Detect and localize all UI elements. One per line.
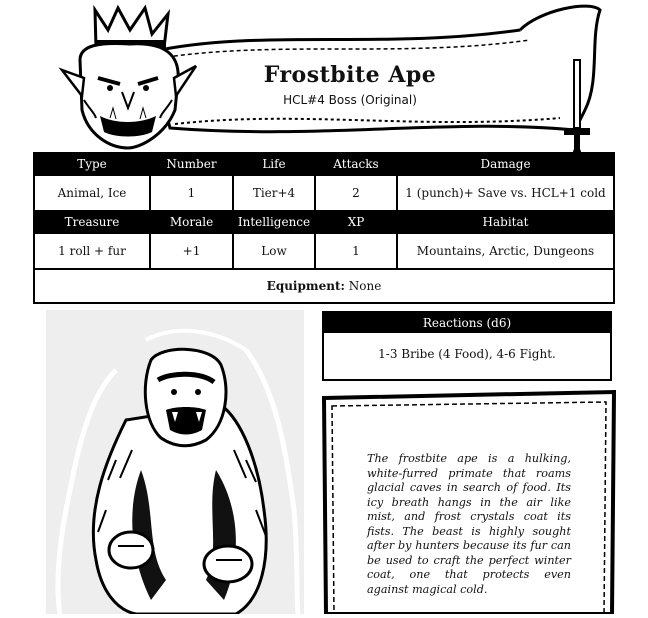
stats-value-row [34,233,614,269]
header-treasure: Treasure [34,211,150,233]
value-damage: 1 (punch)+ Save vs. HCL+1 cold [397,175,614,211]
reactions-header: Reactions (d6) [324,313,610,333]
value-habitat: Mountains, Arctic, Dungeons [397,233,614,269]
stats-value-row [34,175,614,211]
equipment-row [34,269,614,303]
header-damage: Damage [397,153,614,175]
equipment-cell [34,269,614,303]
value-life: Tier+4 [233,175,315,211]
page-title: Frostbite Ape [263,62,437,88]
header-life: Life [233,153,315,175]
stats-header-row [34,211,614,233]
header-type: Type [34,153,150,175]
value-intelligence: Low [233,233,315,269]
value-treasure: 1 roll + fur [34,233,150,269]
value-number: 1 [150,175,233,211]
header-attacks: Attacks [315,153,397,175]
header-number: Number [150,153,233,175]
equipment-label: Equipment: [266,279,345,293]
stats-header-row [34,153,614,175]
page-subtitle: HCL#4 Boss (Original) [283,93,417,107]
stat-block [33,152,615,304]
reactions-text: 1-3 Bribe (4 Food), 4-6 Fight. [378,347,556,361]
value-attacks: 2 [315,175,397,211]
header-xp: XP [315,211,397,233]
equipment-value: None [348,279,382,293]
value-morale: +1 [150,233,233,269]
header-intelligence: Intelligence [233,211,315,233]
reactions-box [322,311,612,381]
header-habitat: Habitat [397,211,614,233]
frostbite-ape-illustration [46,310,304,614]
value-type: Animal, Ice [34,175,150,211]
header-morale: Morale [150,211,233,233]
description-text: The frostbite ape is a hulking, white-furred primate that roams glacial caves in search of food. Its icy breath hangs in the air like mist, and frost crystals coat its fists. The beast is highly sought after by hunters because its fur can be used to craft the perfect winter coat, one that protects even against magical cold. [367,452,571,596]
value-xp: 1 [315,233,397,269]
